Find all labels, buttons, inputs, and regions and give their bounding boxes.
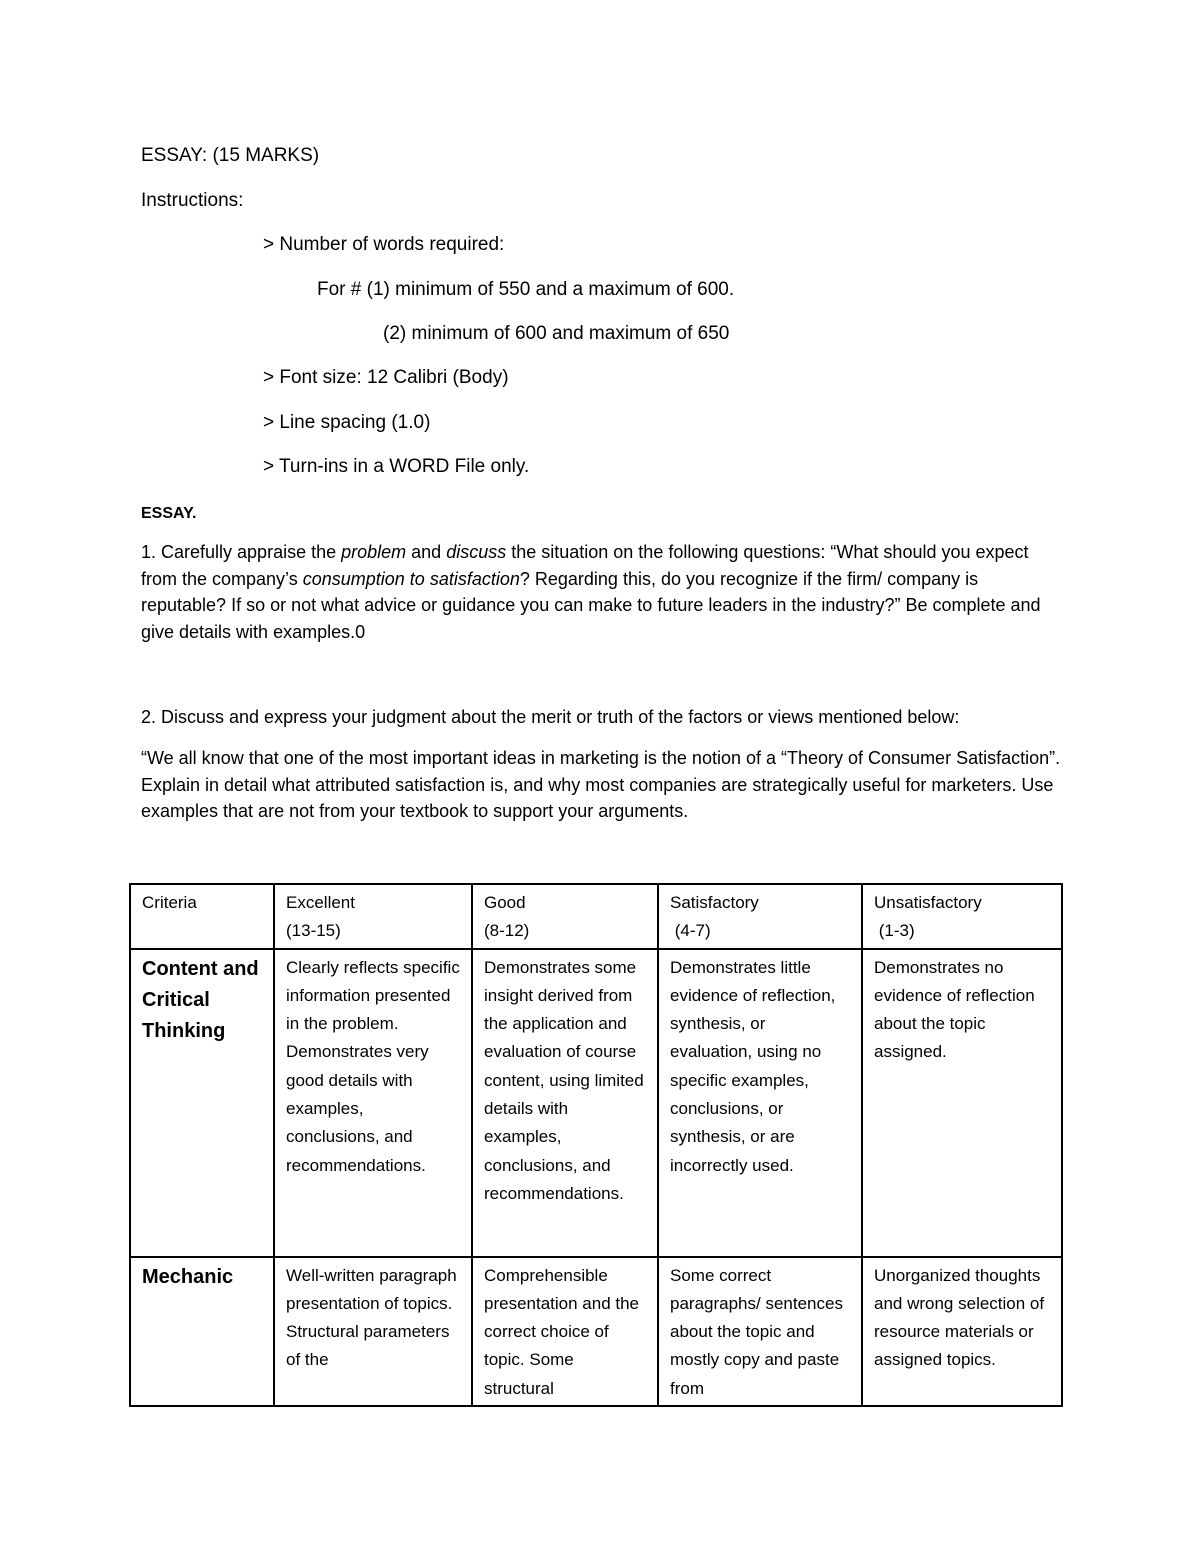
rubric-header-unsatisfactory: Unsatisfactory (1-3) — [862, 884, 1062, 949]
instruction-limit-1: For # (1) minimum of 550 and a maximum of 600. — [317, 279, 735, 300]
question-1-mid: the situation on the following questions: “What should you expect from the company’s — [141, 542, 1029, 589]
rubric-cell-unsatisfactory: Unorganized thoughts and wrong selection of resource materials or assigned topics. — [862, 1257, 1062, 1406]
rubric-cell-excellent: Well-written paragraph presentation of topics. Structural parameters of the — [274, 1257, 472, 1406]
table-row — [130, 1257, 1062, 1406]
essay-heading: ESSAY: (15 MARKS) — [141, 145, 320, 166]
instructions-label: Instructions: — [141, 190, 244, 211]
rubric-cell-satisfactory: Some correct paragraphs/ sentences about the topic and mostly copy and paste from — [658, 1257, 862, 1406]
rubric-header-row — [130, 884, 1062, 949]
rubric-cell-satisfactory: Demonstrates little evidence of reflection, synthesis, or evaluation, using no specific examples, conclusions, or synthesis, or are incorrectly used. — [658, 949, 862, 1257]
rubric-criterion-content: Content and Critical Thinking — [130, 949, 274, 1257]
question-2: 2. Discuss and express your judgment about the merit or truth of the factors or views mentioned below: — [141, 707, 960, 727]
rubric-cell-good: Comprehensible presentation and the correct choice of topic. Some structural — [472, 1257, 658, 1406]
question-2-quote: “We all know that one of the most important ideas in marketing is the notion of a “Theory of Consumer Satisfaction”. Explain in detail what attributed satisfaction is, and why most companies are strategically useful for marketers. Use examples that are not from your textbook to support your arguments. — [141, 748, 1061, 821]
instruction-limit-2: (2) minimum of 600 and maximum of 650 — [383, 323, 730, 344]
instruction-turn-ins: > Turn-ins in a WORD File only. — [263, 456, 530, 477]
question-1-suffix: ? Regarding this, do you recognize if the firm/ company is reputable? If so or not what advice or guidance you can make to future leaders in the industry?” Be complete and give details with examples.0 — [141, 568, 1041, 642]
instruction-words-required: > Number of words required: — [263, 234, 505, 255]
rubric-cell-good: Demonstrates some insight derived from the application and evaluation of course content, using limited details with examples, conclusions, and recommendations. — [472, 949, 658, 1257]
question-1-consumption: consumption to satisfaction — [302, 568, 520, 589]
table-row — [130, 949, 1062, 1257]
rubric-header-criteria: Criteria — [130, 884, 274, 949]
question-1 — [141, 539, 1066, 645]
instruction-line-spacing: > Line spacing (1.0) — [263, 412, 431, 433]
question-1-prefix: 1. Carefully appraise the — [141, 542, 342, 562]
rubric-header-satisfactory: Satisfactory (4-7) — [658, 884, 862, 949]
question-1-problem: problem — [341, 542, 407, 562]
question-1-and: and — [406, 542, 447, 562]
rubric-cell-unsatisfactory: Demonstrates no evidence of reflection about the topic assigned. — [862, 949, 1062, 1257]
rubric-header-excellent: Excellent (13-15) — [274, 884, 472, 949]
instruction-font-size: > Font size: 12 Calibri (Body) — [263, 367, 509, 388]
question-1-discuss: discuss — [446, 542, 507, 562]
rubric-header-good: Good (8-12) — [472, 884, 658, 949]
essay-label: ESSAY. — [141, 505, 197, 522]
rubric-cell-excellent: Clearly reflects specific information presented in the problem. Demonstrates very good details with examples, conclusions, and recommendations. — [274, 949, 472, 1257]
grading-rubric-table — [129, 883, 1063, 1407]
rubric-criterion-mechanic: Mechanic — [130, 1257, 274, 1406]
